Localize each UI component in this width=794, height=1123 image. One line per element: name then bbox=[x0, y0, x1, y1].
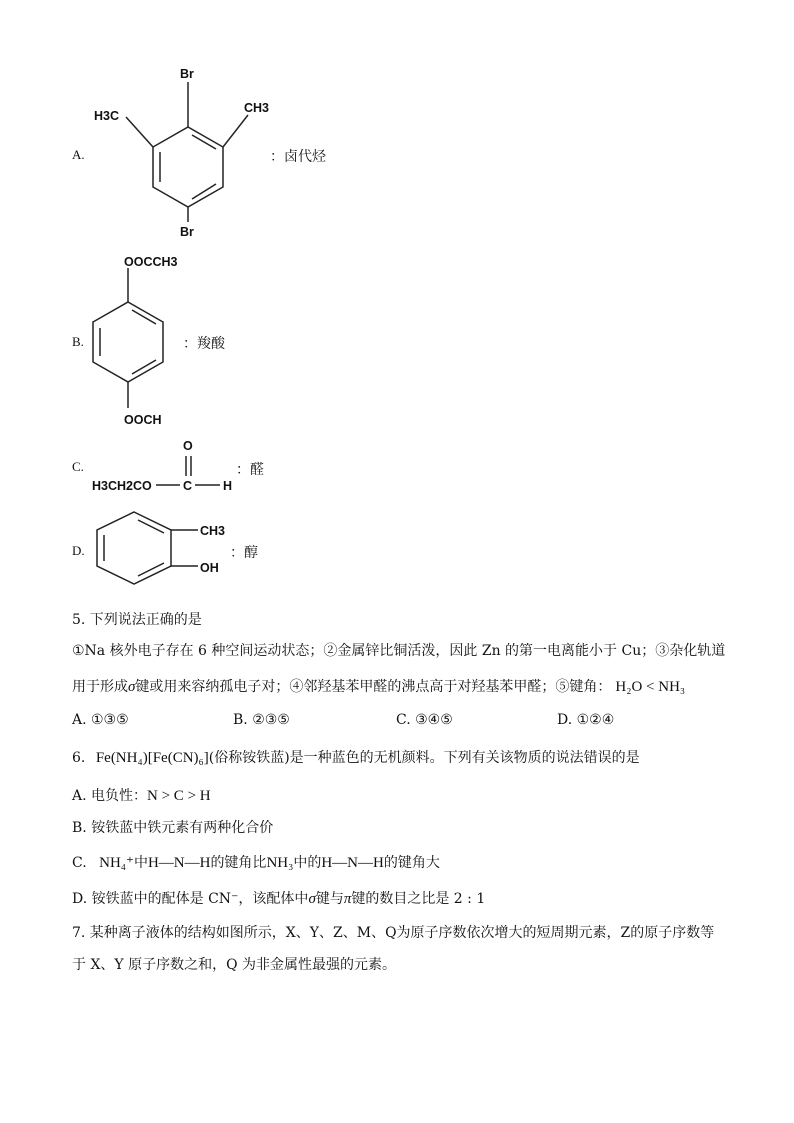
double-bond bbox=[192, 135, 216, 149]
group-ooch: OOCH bbox=[124, 413, 162, 427]
structure-c-formate bbox=[92, 436, 242, 496]
q6-option-c-label: C. bbox=[72, 855, 87, 871]
atom-br-top: Br bbox=[180, 67, 194, 81]
q6-number: 6. bbox=[72, 750, 86, 766]
q6-option-d[interactable] bbox=[72, 888, 485, 908]
group-ch3: CH3 bbox=[200, 524, 226, 538]
q6-option-a-label: A. 电负性： bbox=[72, 788, 148, 804]
q6c-text-3: 中的 bbox=[293, 855, 322, 871]
double-bond bbox=[138, 563, 164, 576]
bond bbox=[126, 117, 153, 147]
q6c-text-1: 中 bbox=[133, 855, 148, 871]
q6c-text-4: 的键角大 bbox=[383, 855, 440, 871]
option-a-label: A. bbox=[72, 147, 85, 162]
pi-symbol: π bbox=[343, 891, 352, 907]
structure-a-dibromoxylene bbox=[88, 62, 278, 242]
option-b-answer: ：羧酸 bbox=[183, 336, 225, 352]
double-bond bbox=[138, 520, 164, 533]
option-b-label: B. bbox=[72, 334, 84, 349]
q5-option-a[interactable]: A. ①③⑤ bbox=[72, 712, 129, 728]
q6-option-b[interactable]: B. 铵铁蓝中铁元素有两种化合价 bbox=[72, 820, 274, 836]
q5-stem: 5. 下列说法正确的是 bbox=[72, 612, 202, 628]
q6d-text-c: 键的数目之比是 2 : 1 bbox=[351, 891, 486, 907]
atom-h3c-left: H3C bbox=[94, 109, 120, 123]
benzene-ring-b bbox=[93, 302, 163, 382]
atom-h: H bbox=[223, 479, 233, 493]
hnh-bond-2: H—N—H bbox=[321, 855, 384, 871]
ammonia-formula: NH₃ bbox=[266, 855, 294, 871]
option-d-answer: ：醇 bbox=[230, 545, 258, 561]
q6c-text-2: 的键角比 bbox=[210, 855, 267, 871]
option-a-answer: ：卤代烃 bbox=[270, 149, 326, 165]
atom-ch3-right: CH3 bbox=[244, 101, 270, 115]
group-oh: OH bbox=[200, 561, 219, 575]
option-c-answer: ：醛 bbox=[236, 462, 264, 478]
double-bond bbox=[132, 360, 156, 374]
q5-line2-text-a: 用于形成 bbox=[72, 679, 128, 695]
group-oocch3: OOCCH3 bbox=[124, 255, 178, 269]
double-bond bbox=[132, 310, 156, 324]
q7-line1: 7. 某种离子液体的结构如图所示，X、Y、Z、M、Q为原子序数依次增大的短周期元素，Z的原子序数等 bbox=[72, 925, 715, 941]
ammonium-ion: NH₄⁺ bbox=[99, 855, 134, 871]
hnh-bond-1: H—N—H bbox=[147, 855, 211, 871]
q6d-text-b: 键与 bbox=[315, 891, 344, 907]
bond bbox=[223, 115, 248, 147]
atom-c: C bbox=[183, 479, 193, 493]
q6-option-c[interactable] bbox=[72, 852, 440, 872]
atom-o: O bbox=[183, 439, 193, 453]
q7-line2: 于 X、Y 原子序数之和，Q 为非金属性最强的元素。 bbox=[72, 957, 397, 973]
q6-formula-iron-blue: Fe(NH₄)[Fe(CN)₆] bbox=[95, 750, 209, 766]
q6-stem-text: (俗称铵铁蓝)是一种蓝色的无机颜料。下列有关该物质的说法错误的是 bbox=[208, 750, 640, 766]
q5-bond-angle-formula: H₂O < NH₃ bbox=[615, 679, 686, 695]
atom-br-bottom: Br bbox=[180, 225, 194, 239]
sigma-symbol: σ bbox=[308, 891, 316, 907]
group-h3ch2co: H3CH2CO bbox=[92, 479, 152, 493]
q6-stem bbox=[72, 747, 640, 767]
q5-option-b[interactable]: B. ②③⑤ bbox=[233, 712, 290, 728]
q5-line2 bbox=[72, 676, 685, 696]
option-d-label: D. bbox=[72, 543, 85, 558]
benzene-ring-a bbox=[153, 127, 223, 207]
benzene-ring-d bbox=[97, 512, 171, 584]
q6d-text-a: D. 铵铁蓝中的配体是 CN⁻，该配体中 bbox=[72, 891, 309, 907]
structure-d-cresol bbox=[92, 508, 242, 588]
q5-line2-text-b: 键或用来容纳孤电子对；④邻羟基苯甲醛的沸点高于对羟基苯甲醛；⑤键角： bbox=[135, 679, 612, 695]
q5-line1: ①Na 核外电子存在 6 种空间运动状态；②金属锌比铜活泼，因此 Zn 的第一电离能小于 Cu；③杂化轨道 bbox=[72, 643, 726, 659]
sigma-symbol: σ bbox=[128, 679, 136, 695]
q5-option-d[interactable]: D. ①②④ bbox=[557, 712, 615, 728]
q6-option-a[interactable] bbox=[72, 785, 211, 805]
electronegativity-formula: N > C > H bbox=[147, 788, 211, 804]
option-c-label: C. bbox=[72, 459, 84, 474]
double-bond bbox=[192, 184, 216, 199]
q5-option-c[interactable]: C. ③④⑤ bbox=[396, 712, 453, 728]
